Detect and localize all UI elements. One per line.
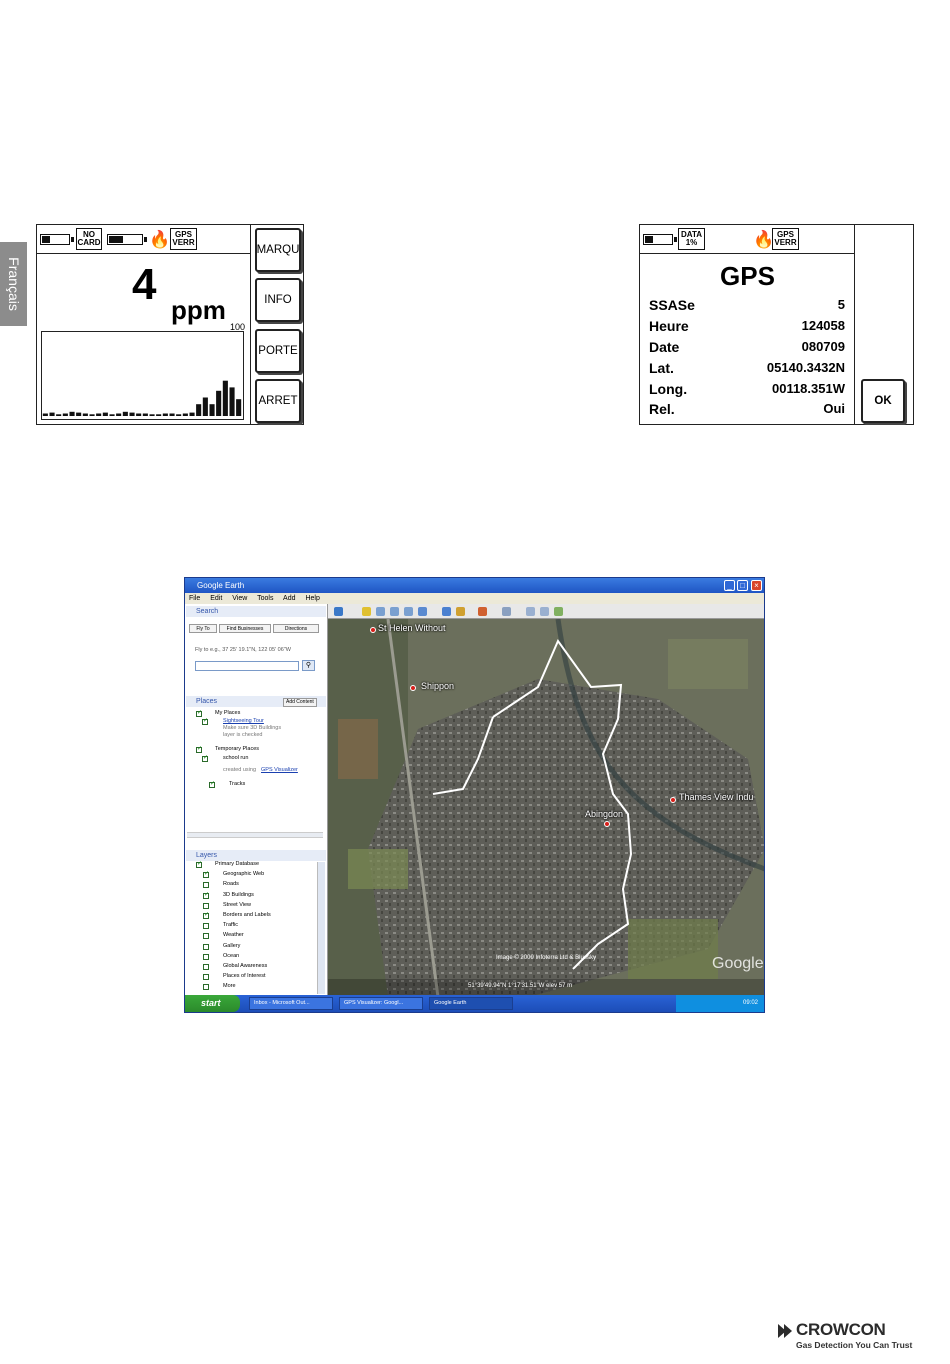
history-bar bbox=[196, 404, 201, 416]
taskbar bbox=[185, 995, 764, 1012]
layer-item[interactable]: Borders and Labels bbox=[223, 912, 271, 918]
history-bar bbox=[83, 414, 88, 417]
layer-item[interactable]: More bbox=[223, 983, 236, 990]
taskbar-item[interactable]: Google Earth bbox=[429, 997, 513, 1010]
crowcon-logo-name: CROWCON bbox=[796, 1320, 886, 1339]
map-label-shippon: Shippon bbox=[421, 681, 455, 691]
history-bar bbox=[223, 381, 228, 416]
history-bar bbox=[176, 414, 181, 416]
maximize-icon[interactable]: □ bbox=[737, 580, 748, 591]
panel-splitter[interactable] bbox=[187, 832, 323, 838]
email-icon[interactable] bbox=[526, 607, 535, 616]
sun-icon[interactable] bbox=[456, 607, 465, 616]
language-tab bbox=[0, 242, 27, 326]
layer-item[interactable]: Gallery bbox=[223, 942, 241, 949]
layer-item[interactable]: Street View bbox=[223, 901, 252, 908]
places-item: created using bbox=[223, 767, 257, 773]
menu-edit[interactable]: Edit bbox=[210, 595, 223, 602]
gps-row bbox=[649, 381, 845, 397]
menu-view[interactable]: View bbox=[232, 595, 248, 602]
gps-row bbox=[649, 318, 845, 334]
history-bar bbox=[116, 414, 121, 417]
gps-row-label: Heure bbox=[649, 318, 689, 334]
battery-icon bbox=[40, 234, 70, 245]
reading-history-graph bbox=[41, 331, 244, 420]
map-label-st-helen: St Helen Without bbox=[378, 623, 446, 633]
flame-icon: 🔥 bbox=[149, 230, 171, 249]
gps-row bbox=[649, 297, 845, 313]
map-label-thames-view: Thames View Indu bbox=[679, 792, 754, 802]
history-bar bbox=[150, 414, 155, 416]
layer-item[interactable]: Ocean bbox=[223, 952, 240, 959]
arret-button[interactable]: ARRET bbox=[255, 379, 301, 423]
history-bar bbox=[130, 413, 135, 416]
checkbox[interactable] bbox=[202, 719, 208, 725]
google-earth-window bbox=[184, 577, 765, 1013]
gps-lock-icon: GPS VERR bbox=[772, 228, 799, 250]
gps-row-value: 124058 bbox=[801, 318, 845, 333]
search-icon[interactable]: ⚲ bbox=[302, 660, 315, 671]
layer-checkbox[interactable] bbox=[203, 933, 209, 939]
layer-item[interactable]: Traffic bbox=[223, 922, 238, 929]
checkbox[interactable] bbox=[196, 711, 202, 717]
history-bar bbox=[236, 399, 241, 416]
history-bar bbox=[136, 414, 141, 417]
menu-add[interactable]: Add bbox=[283, 595, 296, 602]
map-status-bar: 51°39'49.94"N 1°17'31.51"W elev 57 m bbox=[468, 983, 573, 989]
print-icon[interactable] bbox=[540, 607, 549, 616]
soft-button-column bbox=[250, 225, 303, 424]
data-label: DATA bbox=[680, 230, 703, 239]
tab-directions[interactable]: Directions bbox=[273, 624, 319, 633]
taskbar-item[interactable]: GPS Visualizer: Googl... bbox=[339, 997, 423, 1010]
layer-checkbox[interactable] bbox=[203, 984, 209, 990]
path-icon[interactable] bbox=[390, 607, 399, 616]
history-bars bbox=[42, 332, 242, 418]
menu-bar bbox=[185, 593, 764, 604]
gps-title: GPS bbox=[720, 261, 775, 291]
sidebar-toggle-icon[interactable] bbox=[334, 607, 343, 616]
gps-row-value: 05140.3432N bbox=[766, 360, 845, 375]
places-item[interactable]: Tracks bbox=[229, 781, 246, 787]
gps-screen bbox=[639, 224, 914, 425]
system-tray bbox=[676, 995, 764, 1012]
layer-checkbox[interactable] bbox=[203, 903, 209, 909]
data-level: 1% bbox=[685, 238, 698, 247]
history-bar bbox=[90, 414, 95, 416]
fly-to-hint: Fly to e.g., 37 25' 19.1"N, 122 05' 06"W bbox=[195, 647, 291, 653]
info-button[interactable]: INFO bbox=[255, 278, 301, 322]
pump-icon bbox=[107, 234, 143, 245]
history-bar bbox=[43, 414, 48, 417]
gps-row bbox=[649, 401, 845, 417]
polygon-icon[interactable] bbox=[376, 607, 385, 616]
gps-row-value: Oui bbox=[823, 401, 845, 416]
history-bar bbox=[56, 414, 61, 416]
history-bar bbox=[230, 387, 235, 416]
gps-row-value: 080709 bbox=[801, 339, 845, 354]
layer-checkbox[interactable] bbox=[203, 893, 209, 899]
layer-checkbox[interactable] bbox=[203, 923, 209, 929]
gps-row bbox=[649, 339, 845, 355]
imagery-copyright: Image © 2009 Infoterra Ltd & Bluesky bbox=[496, 955, 597, 961]
history-bar bbox=[76, 413, 81, 416]
history-bar bbox=[156, 414, 161, 416]
layer-item[interactable]: Global Awareness bbox=[223, 963, 268, 969]
gps-lock-icon: GPS VERR bbox=[170, 228, 197, 250]
gps-row-label: Date bbox=[649, 339, 680, 355]
gps-row-label: SSASe bbox=[649, 297, 695, 313]
layers-panel-header[interactable]: Layers bbox=[186, 850, 326, 861]
places-item[interactable]: My Places bbox=[215, 710, 241, 716]
satellite-map-view[interactable] bbox=[328, 619, 764, 997]
history-bar bbox=[163, 414, 168, 417]
layer-checkbox[interactable] bbox=[203, 913, 209, 919]
places-panel-header[interactable]: Places bbox=[186, 696, 326, 707]
window-title: Google Earth bbox=[197, 581, 245, 590]
map-toolbar bbox=[328, 604, 764, 619]
data-status-icon bbox=[678, 228, 705, 250]
close-icon[interactable]: × bbox=[751, 580, 762, 591]
layer-checkbox[interactable] bbox=[203, 974, 209, 980]
history-bar bbox=[96, 414, 101, 417]
checkbox[interactable] bbox=[196, 747, 202, 753]
sidebar bbox=[185, 604, 328, 997]
gas-reading-value: 4 bbox=[132, 260, 157, 309]
tab-find-businesses[interactable]: Find Businesses bbox=[219, 624, 271, 633]
places-item: Make sure 3D Buildings bbox=[223, 725, 282, 731]
ruler-icon[interactable] bbox=[502, 607, 511, 616]
gps-row-value: 00118.351W bbox=[771, 381, 845, 396]
language-label: Français bbox=[5, 257, 22, 311]
planet-icon[interactable] bbox=[478, 607, 487, 616]
crowcon-logo-mark bbox=[776, 1322, 794, 1340]
placemark-pin[interactable] bbox=[604, 821, 610, 827]
status-bar bbox=[37, 225, 250, 254]
layer-item[interactable]: Geographic Web bbox=[223, 871, 265, 878]
places-item[interactable]: Temporary Places bbox=[215, 746, 260, 752]
gps-row-label: Lat. bbox=[649, 360, 674, 376]
layer-item[interactable]: 3D Buildings bbox=[223, 891, 254, 898]
start-button[interactable]: start bbox=[185, 995, 240, 1012]
gps-visualizer-link[interactable]: GPS Visualizer bbox=[261, 767, 298, 773]
graph-scale-max: 100 bbox=[230, 322, 246, 332]
layer-item[interactable]: Weather bbox=[223, 932, 244, 939]
map-label-abingdon: Abingdon bbox=[585, 809, 624, 819]
gps-row bbox=[649, 360, 845, 376]
history-icon[interactable] bbox=[442, 607, 451, 616]
history-bar bbox=[210, 404, 215, 416]
layer-checkbox[interactable] bbox=[203, 872, 209, 878]
layers-scrollbar[interactable] bbox=[317, 862, 325, 994]
history-bar bbox=[190, 413, 195, 416]
placemark-icon[interactable] bbox=[362, 607, 371, 616]
card-status-icon: NO CARD bbox=[76, 228, 102, 250]
minimize-icon[interactable]: _ bbox=[724, 580, 735, 591]
overlay-icon[interactable] bbox=[404, 607, 413, 616]
history-bar bbox=[110, 414, 115, 416]
google-watermark: Google bbox=[712, 955, 764, 972]
history-bar bbox=[103, 413, 108, 416]
tour-icon[interactable] bbox=[418, 607, 427, 616]
history-bar bbox=[143, 414, 148, 417]
places-item[interactable]: Sightseeing Tour bbox=[223, 718, 264, 724]
monitor-screen bbox=[36, 224, 304, 425]
menu-help[interactable]: Help bbox=[305, 595, 320, 602]
gps-row-label: Long. bbox=[649, 381, 688, 397]
map-imagery bbox=[328, 619, 764, 997]
crowcon-tagline: Gas Detection You Can Trust bbox=[796, 1340, 913, 1350]
marqu-button[interactable]: MARQU bbox=[255, 228, 301, 272]
menu-tools[interactable]: Tools bbox=[257, 595, 274, 602]
tab-fly-to[interactable]: Fly To bbox=[189, 624, 217, 633]
history-bar bbox=[70, 412, 75, 416]
history-bar bbox=[170, 414, 175, 417]
layer-checkbox[interactable] bbox=[203, 954, 209, 960]
ok-button[interactable]: OK bbox=[861, 379, 905, 423]
layer-item[interactable]: Roads bbox=[223, 881, 239, 888]
menu-file[interactable]: File bbox=[189, 595, 201, 602]
add-content-button[interactable]: Add Content bbox=[283, 698, 317, 707]
layer-checkbox[interactable] bbox=[196, 862, 202, 868]
layer-checkbox[interactable] bbox=[203, 882, 209, 888]
gps-row-label: Rel. bbox=[649, 401, 675, 417]
placemark-pin[interactable] bbox=[670, 797, 676, 803]
placemark-pin[interactable] bbox=[370, 627, 376, 633]
history-bar bbox=[123, 412, 128, 416]
search-panel-header[interactable]: Search bbox=[186, 606, 326, 617]
porte-button[interactable]: PORTE bbox=[255, 329, 301, 373]
fly-to-input[interactable] bbox=[195, 661, 299, 671]
places-item[interactable]: school run bbox=[223, 755, 249, 761]
places-item: layer is checked bbox=[223, 732, 263, 738]
history-bar bbox=[216, 391, 221, 416]
maps-icon[interactable] bbox=[554, 607, 563, 616]
placemark-pin[interactable] bbox=[410, 685, 416, 691]
history-bar bbox=[203, 398, 208, 417]
soft-button-column bbox=[854, 225, 913, 424]
layer-item[interactable]: Places of Interest bbox=[223, 973, 266, 980]
status-bar bbox=[640, 225, 855, 254]
history-bar bbox=[183, 414, 188, 417]
gas-reading-unit: ppm bbox=[171, 295, 226, 325]
layer-item[interactable]: Primary Database bbox=[215, 861, 260, 867]
taskbar-item[interactable]: Inbox - Microsoft Out... bbox=[249, 997, 333, 1010]
clock: 09:02 bbox=[742, 1000, 758, 1006]
history-bar bbox=[63, 414, 68, 417]
battery-icon bbox=[643, 234, 673, 245]
checkbox[interactable] bbox=[202, 756, 208, 762]
history-bar bbox=[50, 413, 55, 416]
flame-icon: 🔥 bbox=[753, 230, 775, 249]
checkbox[interactable] bbox=[209, 782, 215, 788]
gps-row-value: 5 bbox=[837, 297, 845, 312]
layer-checkbox[interactable] bbox=[203, 964, 209, 970]
layer-checkbox[interactable] bbox=[203, 944, 209, 950]
window-title-bar bbox=[185, 578, 764, 593]
crowcon-logo bbox=[776, 1322, 916, 1352]
